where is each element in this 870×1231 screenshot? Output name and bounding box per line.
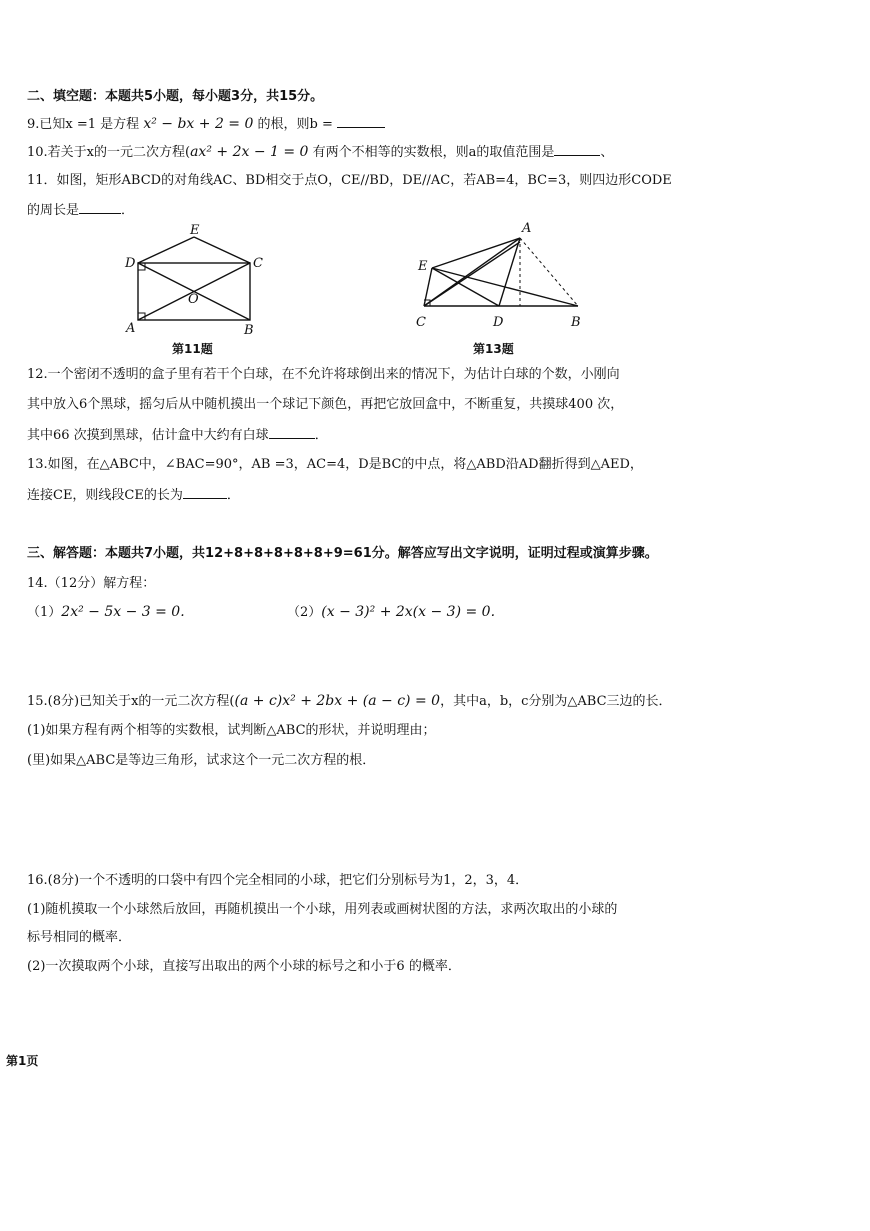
q14-part1-label: （1） bbox=[27, 605, 62, 620]
label-o: O bbox=[188, 292, 199, 307]
segment-ce-fold bbox=[424, 242, 520, 306]
figure-11-caption: 第11题 bbox=[172, 342, 213, 356]
q16-line4: (2)一次摸取两个小球，直接写出取出的两个小球的标号之和小于6 的概率． bbox=[27, 959, 461, 974]
q14-part1 bbox=[27, 603, 185, 622]
q13-answer-blank[interactable] bbox=[183, 486, 227, 499]
label-b: B bbox=[244, 323, 254, 338]
q10-equation: ax² + 2x − 1 = 0 bbox=[190, 144, 309, 160]
q14-part1-equation: 2x² − 5x − 3 = 0. bbox=[61, 604, 185, 620]
q11-answer-blank[interactable] bbox=[79, 201, 121, 214]
q13-tail: ． bbox=[226, 488, 240, 503]
q14-part2-equation: (x − 3)² + 2x(x − 3) = 0. bbox=[321, 604, 496, 620]
q13-line1: 13.如图，在△ABC中，∠BAC=90°，AB =3，AC=4，D是BC的中点，将△ABD沿AD翻折得到△AED， bbox=[27, 457, 643, 472]
q10-tail: 、 bbox=[600, 145, 614, 160]
figure-11 bbox=[120, 220, 270, 340]
q10-prefix: 10.若关于x的一元二次方程( bbox=[27, 145, 191, 160]
q14-part2-label: （2） bbox=[287, 605, 322, 620]
figure-13-drawing bbox=[412, 218, 592, 340]
q15-stem bbox=[27, 692, 672, 711]
q12-text: 其中66 次摸到黑球，估计盒中大约有白球 bbox=[27, 428, 269, 443]
q13-line2 bbox=[27, 486, 240, 505]
q11-line1: 11．如图，矩形ABCD的对角线AC、BD相交于点O，CE//BD，DE//AC，若AB=4，BC=3，则四边形CODE bbox=[27, 173, 672, 188]
q12-line3 bbox=[27, 426, 328, 445]
q12-answer-blank[interactable] bbox=[269, 426, 315, 439]
q9-suffix: 的根，则b = bbox=[257, 117, 333, 132]
label-e: E bbox=[418, 259, 428, 274]
q15-part1: (1)如果方程有两个相等的实数根，试判断△ABC的形状，并说明理由； bbox=[27, 723, 436, 738]
q11-text: 的周长是 bbox=[27, 203, 80, 218]
q15-equation: (a + c)x² + 2bx + (a − c) = 0 bbox=[234, 693, 441, 709]
section3-heading: 三、解答题：本题共7小题，共12+8+8+8+8+8+9=61分。解答应写出文字说明，证明过程或演算步骤。 bbox=[27, 546, 658, 561]
label-e: E bbox=[190, 223, 200, 238]
label-c: C bbox=[416, 315, 426, 330]
q11-tail: ． bbox=[121, 203, 135, 218]
q12-tail: ． bbox=[314, 428, 328, 443]
figure-13-caption: 第13题 bbox=[473, 342, 514, 356]
q13-text: 连接CE，则线段CE的长为 bbox=[27, 488, 183, 503]
q15-prefix: 15.(8分)已知关于x的一元二次方程( bbox=[27, 694, 235, 709]
segment-de bbox=[138, 237, 194, 263]
question-10 bbox=[27, 143, 613, 162]
label-a: A bbox=[522, 221, 532, 236]
q14-part2 bbox=[287, 603, 495, 622]
label-d: D bbox=[493, 315, 504, 330]
segment-ce bbox=[194, 237, 250, 263]
label-a: A bbox=[126, 321, 136, 336]
q12-line2: 其中放入6个黑球，摇匀后从中随机摸出一个球记下颜色，再把它放回盒中，不断重复，共摸球400 次， bbox=[27, 397, 624, 412]
q10-answer-blank[interactable] bbox=[554, 143, 600, 156]
q9-prefix: 9.已知x =1 是方程 bbox=[27, 117, 140, 132]
page-number: 第1页 bbox=[6, 1054, 39, 1068]
question-9 bbox=[27, 115, 385, 134]
q16-line1: 16.(8分)一个不透明的口袋中有四个完全相同的小球，把它们分别标号为1，2，3，4． bbox=[27, 873, 529, 888]
figure-11-drawing bbox=[120, 220, 270, 340]
segment-ed bbox=[432, 268, 499, 306]
q15-suffix: ，其中a，b，c分别为△ABC三边的长． bbox=[440, 694, 672, 709]
figure-13 bbox=[412, 218, 592, 340]
q9-answer-blank[interactable] bbox=[337, 115, 385, 128]
segment-ab-dashed bbox=[520, 238, 578, 306]
q10-suffix: 有两个不相等的实数根，则a的取值范围是 bbox=[312, 145, 555, 160]
q12-line1: 12.一个密闭不透明的盒子里有若干个白球，在不允许将球倒出来的情况下，为估计白球的个数，小刚向 bbox=[27, 367, 620, 382]
label-c: C bbox=[253, 256, 263, 271]
label-b: B bbox=[571, 315, 581, 330]
section2-heading: 二、填空题：本题共5小题，每小题3分，共15分。 bbox=[27, 89, 324, 104]
q9-equation: x² − bx + 2 = 0 bbox=[143, 116, 254, 132]
segment-ea bbox=[432, 238, 520, 268]
q15-part2: (里)如果△ABC是等边三角形，试求这个一元二次方程的根． bbox=[27, 753, 376, 768]
segment-eb bbox=[432, 268, 578, 306]
q16-line3: 标号相同的概率． bbox=[27, 930, 132, 945]
label-d: D bbox=[125, 256, 136, 271]
q11-line2 bbox=[27, 201, 134, 220]
q16-line2: (1)随机摸取一个小球然后放回，再随机摸出一个小球，用列表或画树状图的方法，求两次取出的小球的 bbox=[27, 902, 618, 917]
q14-title: 14.（12分）解方程： bbox=[27, 576, 156, 591]
